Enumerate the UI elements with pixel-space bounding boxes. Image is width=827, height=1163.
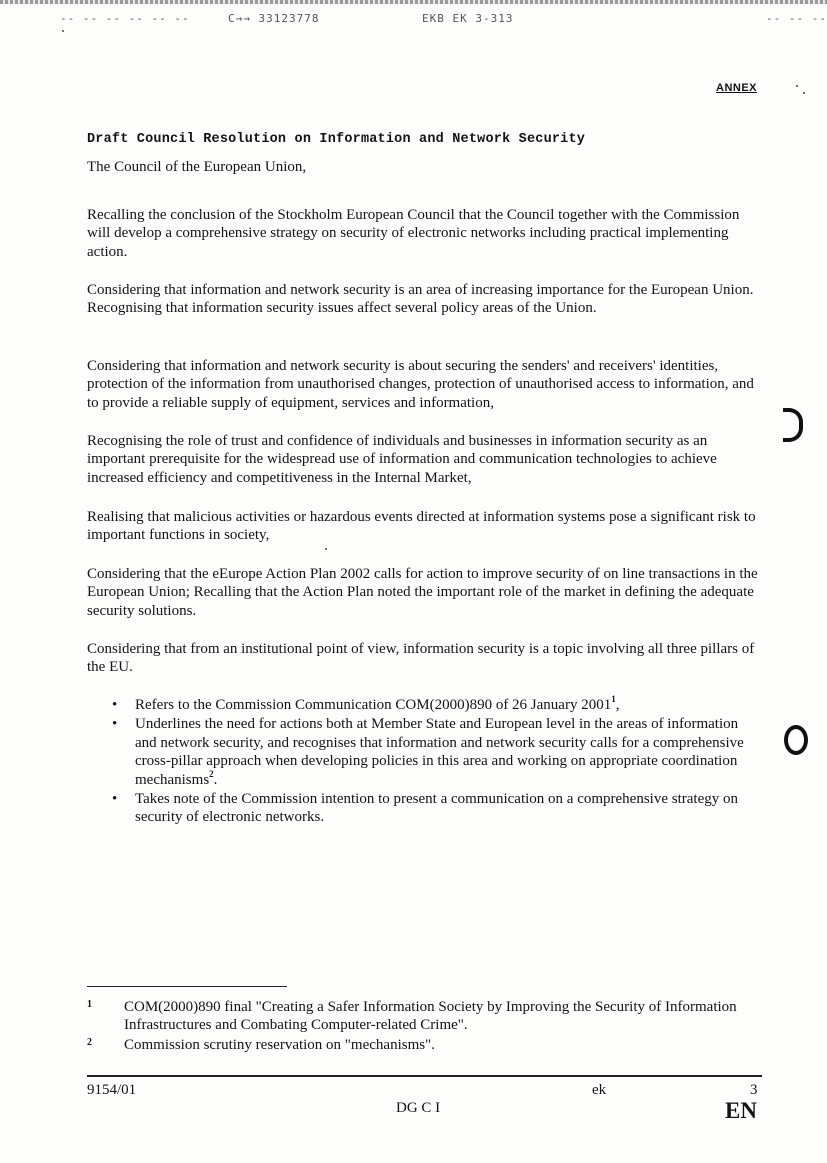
language-code: EN: [725, 1098, 757, 1123]
footnote-separator: [87, 986, 287, 987]
paragraph-preamble: The Council of the European Union,: [87, 159, 307, 175]
footnote-text: COM(2000)890 final "Creating a Safer Information Society by Improving the Security of Information Infrastructures and Combating Computer-related Crime".: [124, 999, 737, 1033]
scan-speck: [62, 30, 64, 32]
list-item-text: Underlines the need for actions both at Member State and European level in the areas of information and network security, and recognises that information and network security calls for a comprehensive cross-pillar approach when developing policies in this area and working on appropriate coordination mechanisms: [135, 716, 744, 788]
footnote: [87, 1036, 757, 1054]
list-item-text: Takes note of the Commission intention to present a communication on a comprehensive strategy on security of electronic networks.: [135, 791, 738, 826]
list-item-punct: .: [213, 771, 218, 788]
resolution-points: [87, 696, 759, 828]
document-title: Draft Council Resolution on Information and Network Security: [87, 132, 586, 147]
paragraph-recital: Recalling the conclusion of the Stockholm European Council that the Council together with the Commission will develop a comprehensive strategy on security of electronic networks including practical implementing action.: [87, 207, 740, 260]
list-item: [87, 715, 759, 789]
footnote-text: Commission scrutiny reservation on "mechanisms".: [124, 1037, 435, 1053]
fax-header-number: С→→ 33123778: [228, 12, 320, 25]
paragraph-recital: Considering that the eEurope Action Plan 2002 calls for action to improve security of on line transactions in the European Union; Recalling that the Action Plan noted the important role of the market in defining the adequate security solutions.: [87, 566, 758, 619]
footer-rule: [87, 1075, 762, 1077]
list-item: [87, 790, 759, 827]
list-item: [87, 696, 759, 714]
footnote-number: 1: [87, 999, 92, 1010]
list-item-text: Refers to the Commission Communication COM(2000)890 of 26 January 2001: [135, 697, 612, 713]
footnote-ref: 2: [209, 768, 214, 779]
paragraph-recital: Considering that information and network security is about securing the senders' and receivers' identities, protection of the information from unauthorised changes, protection of unauthorised access to information, and to provide a reliable supply of equipment, services and information,: [87, 358, 754, 411]
list-item-punct: ,: [615, 697, 620, 713]
footnote-ref: 1: [611, 694, 616, 704]
footnote: [87, 998, 757, 1034]
paragraph-recital: Realising that malicious activities or hazardous events directed at information systems pose a significant risk to important functions in society,: [87, 509, 756, 544]
fax-header-date: -- -- -- -- -- --: [60, 12, 190, 25]
fax-header-sender: EKB EK 3-313: [422, 12, 514, 25]
scan-speck: [803, 92, 805, 94]
page-number: 3: [750, 1082, 758, 1098]
fax-header-page: -- -- --: [766, 12, 827, 25]
punch-hole-mark: [784, 725, 808, 755]
footnote-number: 2: [87, 1037, 92, 1048]
paragraph-recital: Considering that information and network security is an area of increasing importance for the European Union. Recognising that information security issues affect several policy areas of the Union.: [87, 282, 754, 317]
paragraph-recital: Recognising the role of trust and confidence of individuals and businesses in information security as an important prerequisite for the widespread use of information and communication technologies to achieve increased efficiency and competitiveness in the Internal Market,: [87, 433, 717, 486]
paragraph-recital: Considering that from an institutional point of view, information security is a topic involving all three pillars of the EU.: [87, 641, 755, 676]
directorate: DG C I: [396, 1100, 441, 1116]
document-number: 9154/01: [87, 1082, 137, 1098]
fax-transmission-edge: [0, 0, 827, 4]
annex-label: ANNEX: [716, 82, 758, 94]
scan-speck: [325, 548, 327, 550]
punch-hole-mark: [783, 408, 803, 442]
scan-speck: [796, 85, 798, 87]
author-initials: ek: [592, 1082, 607, 1098]
